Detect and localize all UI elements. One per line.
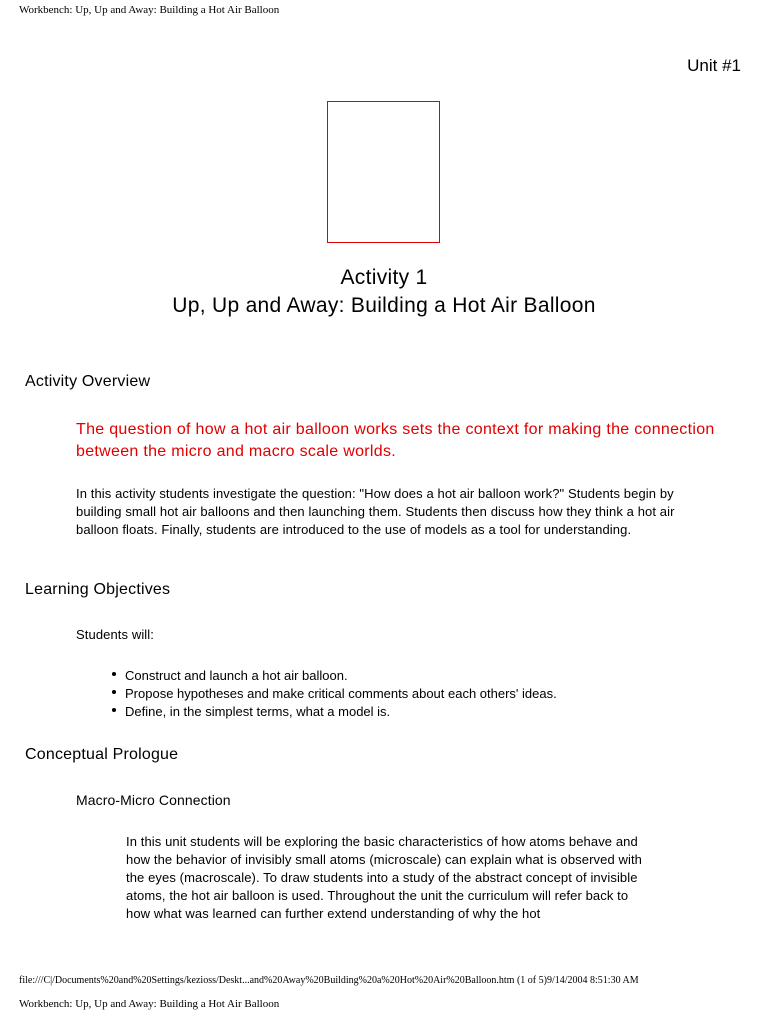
objective-text: Propose hypotheses and make critical comments about each others' ideas. bbox=[125, 686, 557, 701]
missing-image-frame bbox=[327, 101, 440, 243]
footer-file-path: file:///C|/Documents%20and%20Settings/kezioss/Deskt...and%20Away%20Building%20a%20Hot%20Air%20Balloon.htm (1 of 5)9/14/2004 8:51:30 AM bbox=[19, 975, 639, 986]
activity-number: Activity 1 bbox=[340, 266, 428, 289]
list-item bbox=[112, 703, 557, 721]
bullet-icon bbox=[112, 672, 116, 676]
objective-text: Define, in the simplest terms, what a model is. bbox=[125, 704, 391, 719]
list-item bbox=[112, 685, 557, 703]
page-header-title: Workbench: Up, Up and Away: Building a Hot Air Balloon bbox=[19, 4, 280, 16]
activity-heading bbox=[0, 264, 768, 320]
bullet-icon bbox=[112, 708, 116, 712]
objectives-heading: Learning Objectives bbox=[25, 581, 171, 598]
overview-paragraph: In this activity students investigate the question: "How does a hot air balloon work?" Students begin by building small hot air balloons and then launching them. Students then discuss how they think a hot air balloon floats. Finally, students are introduced to the use of models as a tool for understanding. bbox=[76, 486, 675, 537]
overview-highlight: The question of how a hot air balloon works sets the context for making the connection between the micro and macro scale worlds. bbox=[76, 421, 715, 460]
overview-heading: Activity Overview bbox=[25, 373, 151, 390]
objectives-intro: Students will: bbox=[76, 627, 154, 642]
prologue-heading: Conceptual Prologue bbox=[25, 746, 179, 763]
prologue-subheading: Macro-Micro Connection bbox=[76, 792, 231, 808]
list-item bbox=[112, 667, 557, 685]
activity-title: Up, Up and Away: Building a Hot Air Balloon bbox=[172, 294, 596, 317]
unit-label: Unit #1 bbox=[687, 56, 741, 75]
objectives-list bbox=[112, 667, 557, 721]
objective-text: Construct and launch a hot air balloon. bbox=[125, 668, 348, 683]
footer-next-page-title: Workbench: Up, Up and Away: Building a Hot Air Balloon bbox=[19, 998, 280, 1010]
bullet-icon bbox=[112, 690, 116, 694]
prologue-paragraph: In this unit students will be exploring the basic characteristics of how atoms behave and how the behavior of invisibly small atoms (microscale) can explain what is observed with the eyes (macroscale). To draw students into a study of the abstract concept of invisible atoms, the hot air balloon is used. Throughout the unit the curriculum will refer back to how what was learned can further extend understanding of why the hot bbox=[126, 834, 643, 921]
